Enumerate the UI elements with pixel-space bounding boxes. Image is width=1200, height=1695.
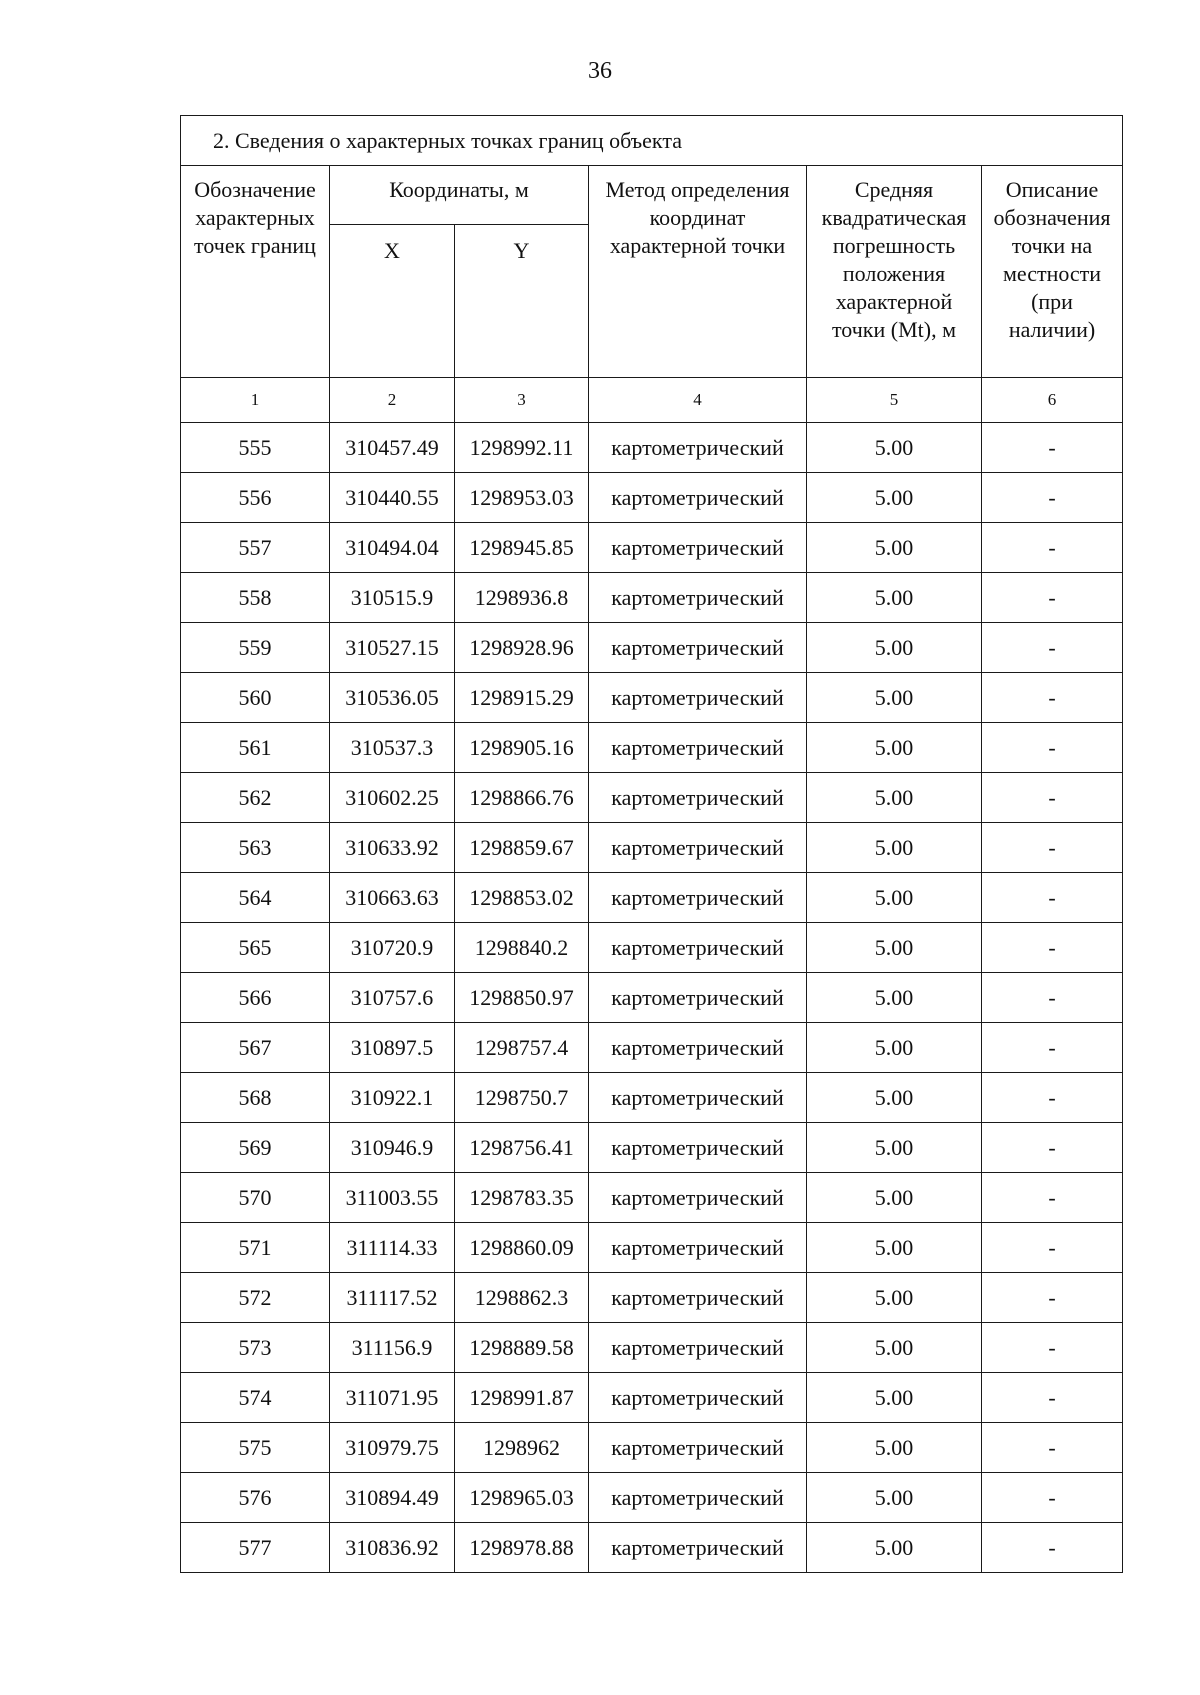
cell-description: - [982, 673, 1123, 723]
cell-x: 311156.9 [330, 1323, 455, 1373]
cell-method: картометрический [589, 1123, 807, 1173]
cell-point-number: 564 [181, 873, 330, 923]
cell-x: 310922.1 [330, 1073, 455, 1123]
cell-y: 1298783.35 [455, 1173, 589, 1223]
cell-method: картометрический [589, 1073, 807, 1123]
table-row [181, 923, 1123, 973]
cell-x: 310527.15 [330, 623, 455, 673]
table-row [181, 1123, 1123, 1173]
cell-mean-error: 5.00 [807, 823, 982, 873]
column-number: 1 [181, 378, 330, 423]
cell-y: 1298757.4 [455, 1023, 589, 1073]
column-number-row [181, 378, 1123, 423]
header-line: точек границ [194, 233, 316, 258]
table-row [181, 1473, 1123, 1523]
cell-description: - [982, 1173, 1123, 1223]
cell-y: 1298978.88 [455, 1523, 589, 1573]
cell-x: 310440.55 [330, 473, 455, 523]
cell-method: картометрический [589, 873, 807, 923]
column-number: 4 [589, 378, 807, 423]
section-title-row [181, 116, 1123, 166]
cell-y: 1298936.8 [455, 573, 589, 623]
cell-point-number: 561 [181, 723, 330, 773]
cell-x: 310836.92 [330, 1523, 455, 1573]
cell-y: 1298862.3 [455, 1273, 589, 1323]
cell-method: картометрический [589, 1023, 807, 1073]
cell-y: 1298866.76 [455, 773, 589, 823]
cell-y: 1298750.7 [455, 1073, 589, 1123]
header-line: Метод определения [605, 177, 790, 202]
cell-method: картометрический [589, 773, 807, 823]
table-row [181, 823, 1123, 873]
cell-point-number: 569 [181, 1123, 330, 1173]
header-line: обозначения [993, 205, 1111, 230]
cell-x: 311071.95 [330, 1373, 455, 1423]
cell-point-number: 573 [181, 1323, 330, 1373]
cell-y: 1298945.85 [455, 523, 589, 573]
cell-point-number: 574 [181, 1373, 330, 1423]
header-description [982, 166, 1123, 378]
table-row [181, 473, 1123, 523]
cell-method: картометрический [589, 923, 807, 973]
cell-mean-error: 5.00 [807, 773, 982, 823]
cell-mean-error: 5.00 [807, 673, 982, 723]
cell-description: - [982, 523, 1123, 573]
cell-y: 1298953.03 [455, 473, 589, 523]
cell-x: 311003.55 [330, 1173, 455, 1223]
cell-mean-error: 5.00 [807, 873, 982, 923]
column-number: 6 [982, 378, 1123, 423]
cell-mean-error: 5.00 [807, 1523, 982, 1573]
cell-point-number: 572 [181, 1273, 330, 1323]
cell-mean-error: 5.00 [807, 1123, 982, 1173]
header-line: положения [842, 261, 946, 286]
cell-x: 310537.3 [330, 723, 455, 773]
table-row [181, 573, 1123, 623]
cell-description: - [982, 1423, 1123, 1473]
cell-x: 310979.75 [330, 1423, 455, 1473]
table-row [181, 1223, 1123, 1273]
header-line: квадратическая [821, 205, 967, 230]
cell-description: - [982, 573, 1123, 623]
cell-y: 1298850.97 [455, 973, 589, 1023]
cell-x: 310663.63 [330, 873, 455, 923]
cell-y: 1298962 [455, 1423, 589, 1473]
header-line: (при [1031, 289, 1073, 314]
cell-method: картометрический [589, 1223, 807, 1273]
cell-y: 1298991.87 [455, 1373, 589, 1423]
cell-y: 1298840.2 [455, 923, 589, 973]
cell-mean-error: 5.00 [807, 623, 982, 673]
table-row [181, 773, 1123, 823]
cell-mean-error: 5.00 [807, 473, 982, 523]
table-row [181, 1023, 1123, 1073]
cell-x: 310757.6 [330, 973, 455, 1023]
cell-y: 1298905.16 [455, 723, 589, 773]
header-method [589, 166, 807, 378]
cell-y: 1298859.67 [455, 823, 589, 873]
header-coordinates: Координаты, м [330, 166, 589, 225]
table-row [181, 423, 1123, 473]
header-line: Обозначение [194, 177, 316, 202]
table-row [181, 1373, 1123, 1423]
cell-description: - [982, 623, 1123, 673]
cell-mean-error: 5.00 [807, 1073, 982, 1123]
cell-y: 1298992.11 [455, 423, 589, 473]
cell-method: картометрический [589, 1323, 807, 1373]
cell-mean-error: 5.00 [807, 1323, 982, 1373]
cell-y: 1298756.41 [455, 1123, 589, 1173]
column-number: 5 [807, 378, 982, 423]
table-row [181, 973, 1123, 1023]
cell-description: - [982, 1223, 1123, 1273]
cell-y: 1298889.58 [455, 1323, 589, 1373]
cell-mean-error: 5.00 [807, 1223, 982, 1273]
cell-x: 311117.52 [330, 1273, 455, 1323]
table-row [181, 1273, 1123, 1323]
cell-point-number: 571 [181, 1223, 330, 1273]
cell-x: 311114.33 [330, 1223, 455, 1273]
header-point-designation [181, 166, 330, 378]
header-x: X [330, 225, 455, 378]
cell-x: 310602.25 [330, 773, 455, 823]
header-line: местности [1002, 261, 1102, 286]
cell-point-number: 568 [181, 1073, 330, 1123]
table-row [181, 1523, 1123, 1573]
cell-description: - [982, 823, 1123, 873]
cell-x: 310894.49 [330, 1473, 455, 1523]
cell-method: картометрический [589, 823, 807, 873]
cell-description: - [982, 1273, 1123, 1323]
cell-method: картометрический [589, 1273, 807, 1323]
header-line: точки (Mt), м [831, 317, 957, 342]
cell-description: - [982, 1373, 1123, 1423]
header-line: характерной точки [609, 233, 786, 258]
header-line: координат [649, 205, 746, 230]
table-row [181, 623, 1123, 673]
cell-mean-error: 5.00 [807, 523, 982, 573]
cell-method: картометрический [589, 573, 807, 623]
header-line: Средняя [854, 177, 934, 202]
cell-x: 310897.5 [330, 1023, 455, 1073]
header-row-1 [181, 166, 1123, 225]
page-number: 36 [588, 58, 612, 84]
cell-mean-error: 5.00 [807, 723, 982, 773]
header-line: наличии) [1008, 317, 1096, 342]
cell-x: 310720.9 [330, 923, 455, 973]
cell-method: картометрический [589, 1173, 807, 1223]
cell-mean-error: 5.00 [807, 923, 982, 973]
cell-x: 310946.9 [330, 1123, 455, 1173]
cell-description: - [982, 1023, 1123, 1073]
cell-y: 1298915.29 [455, 673, 589, 723]
cell-description: - [982, 423, 1123, 473]
cell-description: - [982, 1073, 1123, 1123]
header-line: Описание [1005, 177, 1099, 202]
cell-x: 310457.49 [330, 423, 455, 473]
cell-mean-error: 5.00 [807, 1423, 982, 1473]
cell-method: картометрический [589, 973, 807, 1023]
section-title: 2. Сведения о характерных точках границ объекта [181, 116, 1123, 166]
cell-description: - [982, 1123, 1123, 1173]
column-number: 3 [455, 378, 589, 423]
cell-mean-error: 5.00 [807, 1373, 982, 1423]
header-line: характерных [195, 205, 315, 230]
header-y: Y [455, 225, 589, 378]
header-mean-error [807, 166, 982, 378]
cell-x: 310515.9 [330, 573, 455, 623]
cell-y: 1298853.02 [455, 873, 589, 923]
cell-x: 310494.04 [330, 523, 455, 573]
cell-method: картометрический [589, 1423, 807, 1473]
cell-point-number: 556 [181, 473, 330, 523]
cell-method: картометрический [589, 623, 807, 673]
table-row [181, 1173, 1123, 1223]
cell-mean-error: 5.00 [807, 573, 982, 623]
cell-point-number: 567 [181, 1023, 330, 1073]
cell-point-number: 575 [181, 1423, 330, 1473]
cell-method: картометрический [589, 1473, 807, 1523]
table-row [181, 1073, 1123, 1123]
cell-y: 1298860.09 [455, 1223, 589, 1273]
cell-mean-error: 5.00 [807, 1473, 982, 1523]
header-line: характерной [835, 289, 953, 314]
table-row [181, 1423, 1123, 1473]
cell-method: картометрический [589, 523, 807, 573]
cell-method: картометрический [589, 673, 807, 723]
cell-method: картометрический [589, 1523, 807, 1573]
header-line: точки на [1011, 233, 1093, 258]
cell-mean-error: 5.00 [807, 973, 982, 1023]
cell-mean-error: 5.00 [807, 423, 982, 473]
table-row [181, 523, 1123, 573]
boundary-points-table [180, 115, 1123, 1573]
cell-method: картометрический [589, 423, 807, 473]
table-row [181, 723, 1123, 773]
cell-point-number: 557 [181, 523, 330, 573]
column-number: 2 [330, 378, 455, 423]
cell-point-number: 570 [181, 1173, 330, 1223]
cell-point-number: 562 [181, 773, 330, 823]
cell-y: 1298965.03 [455, 1473, 589, 1523]
cell-mean-error: 5.00 [807, 1173, 982, 1223]
cell-description: - [982, 923, 1123, 973]
cell-x: 310633.92 [330, 823, 455, 873]
cell-description: - [982, 1323, 1123, 1373]
header-line: погрешность [832, 233, 956, 258]
cell-description: - [982, 873, 1123, 923]
cell-point-number: 555 [181, 423, 330, 473]
cell-point-number: 565 [181, 923, 330, 973]
cell-description: - [982, 723, 1123, 773]
cell-point-number: 558 [181, 573, 330, 623]
cell-x: 310536.05 [330, 673, 455, 723]
cell-method: картометрический [589, 473, 807, 523]
cell-point-number: 577 [181, 1523, 330, 1573]
cell-method: картометрический [589, 723, 807, 773]
cell-description: - [982, 1473, 1123, 1523]
cell-method: картометрический [589, 1373, 807, 1423]
table-row [181, 673, 1123, 723]
cell-y: 1298928.96 [455, 623, 589, 673]
cell-description: - [982, 473, 1123, 523]
cell-point-number: 576 [181, 1473, 330, 1523]
cell-point-number: 559 [181, 623, 330, 673]
cell-point-number: 566 [181, 973, 330, 1023]
cell-point-number: 560 [181, 673, 330, 723]
cell-description: - [982, 773, 1123, 823]
cell-description: - [982, 973, 1123, 1023]
cell-description: - [982, 1523, 1123, 1573]
cell-point-number: 563 [181, 823, 330, 873]
table-row [181, 873, 1123, 923]
cell-mean-error: 5.00 [807, 1023, 982, 1073]
table-row [181, 1323, 1123, 1373]
cell-mean-error: 5.00 [807, 1273, 982, 1323]
